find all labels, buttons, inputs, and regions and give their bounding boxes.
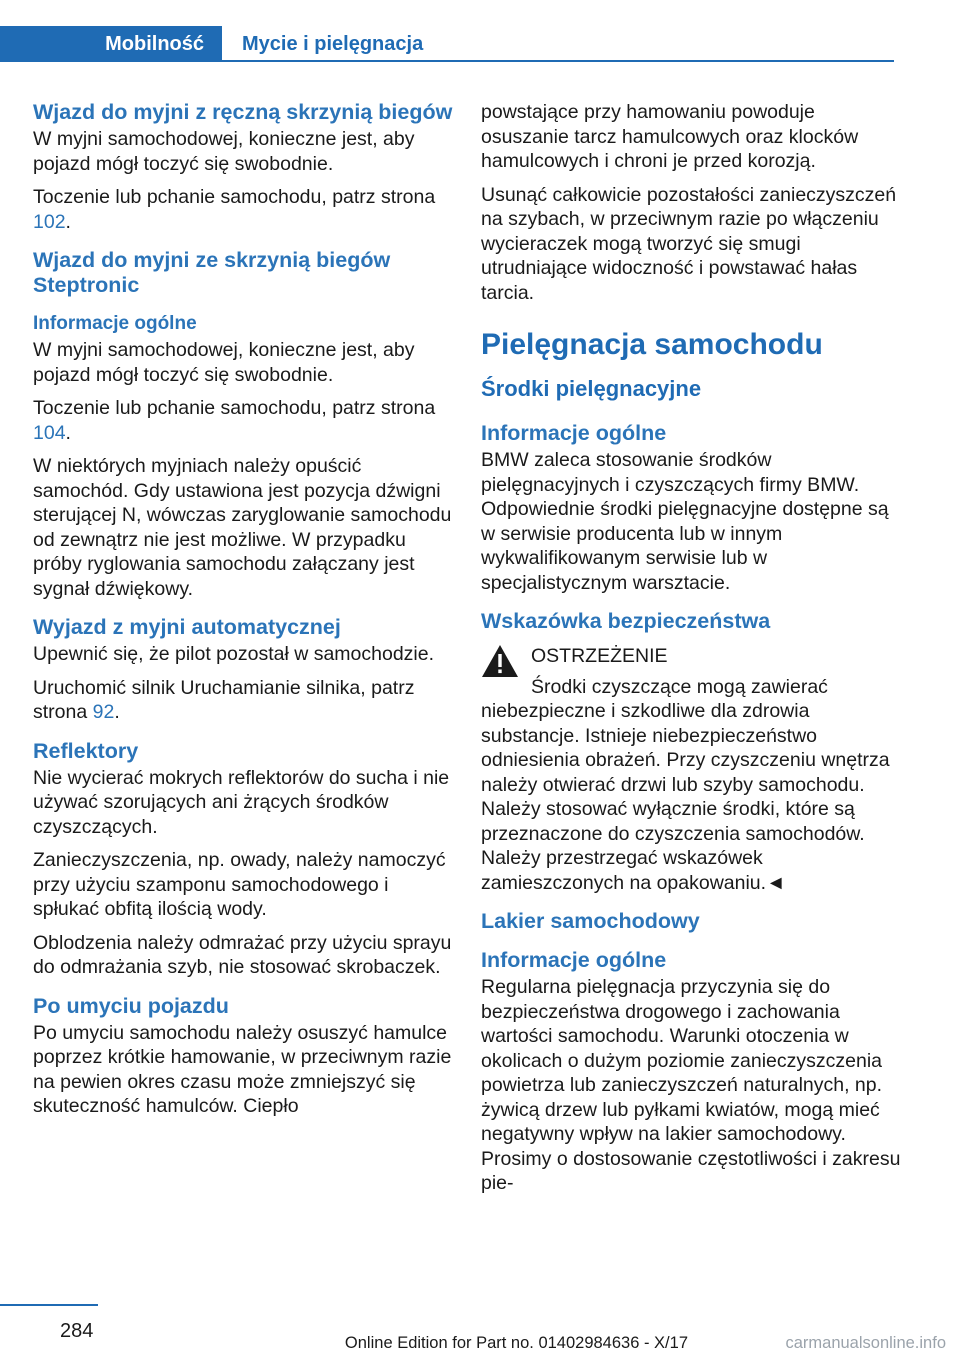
page-link-92[interactable]: 92 xyxy=(92,701,115,723)
paragraph: Zanieczyszczenia, np. owady, należy namoczyć przy użyciu szamponu samochodowego i spłukać obfitą ilością wody. xyxy=(33,849,446,920)
paragraph: Uruchomić silnik Uruchamianie silnika, patrz strona 92. xyxy=(33,676,415,723)
subheading-general-info: Informacje ogólne xyxy=(33,313,197,334)
paragraph: Toczenie lub pchanie samochodu, patrz strona 102. xyxy=(33,186,436,233)
heading-after-washing: Po umyciu pojazdu xyxy=(33,993,229,1018)
paragraph: Regularna pielęgnacja przyczynia się do bezpieczeństwa drogowego i zachowania wartości samochodu. Warunki otoczenia w okolicach o dużym poziomie zanieczyszczenia powietrza lub zanieczyszczeń naturalnych, np. żywicą drzew lub pyłkami kwiatów, mogą mieć negatywny wpływ na lakier samochodowy. Prosimy o dostosowanie częstotliwości i zakresu pie- xyxy=(481,976,901,1194)
paragraph: Toczenie lub pchanie samochodu, patrz strona 104. xyxy=(33,397,436,444)
paragraph: Nie wycierać mokrych reflektorów do sucha i nie używać szorujących ani żrących środków czyszczących. xyxy=(33,766,450,838)
tab-washing-and-care[interactable] xyxy=(242,26,423,62)
paragraph: BMW zaleca stosowanie środków pielęgnacyjnych i czyszczących firmy BMW. Odpowiednie środki pielęgnacyjne dostępne są w serwisie producenta lub w innym wykwalifikowanym serwisie lub w specjalistycznym warsztacie. xyxy=(481,449,889,594)
paragraph: W myjni samochodowej, konieczne jest, aby pojazd mógł toczyć się swobodnie. xyxy=(33,339,415,386)
edition-note: Online Edition for Part no. 01402984636 - X/17 xyxy=(344,1334,688,1352)
paragraph: Upewnić się, że pilot pozostał w samochodzie. xyxy=(33,643,435,665)
subheading-general-info: Informacje ogólne xyxy=(481,421,667,445)
heading-headlights: Reflektory xyxy=(33,738,139,763)
heading-paint: Lakier samochodowy xyxy=(481,909,700,933)
paragraph: W myjni samochodowej, konieczne jest, aby pojazd mógł toczyć się swobodnie. xyxy=(33,128,415,175)
warning-box xyxy=(481,644,901,895)
tab-mobility-label: Mobilność xyxy=(105,32,204,55)
page-header xyxy=(0,0,960,62)
heading-safety-note: Wskazówka bezpieczeństwa xyxy=(481,609,771,633)
warning-text: Środki czyszczące mogą zawierać niebezpieczne i szkodliwe dla zdrowia substancje. Istnieje niebezpieczeństwo odniesienia obrażeń. Przy czyszczeniu wnętrza należy otwierać drzwi lub szyby samochodu. Należy stosować wyłącznie środki, które są przeznaczone do czyszczenia samochodów. Należy przestrzegać wskazówek zamieszczonych na opakowaniu.◄ xyxy=(481,675,890,894)
paragraph: W niektórych myjniach należy opuścić samochód. Gdy ustawiona jest pozycja dźwigni sterującej N, wówczas zaryglowanie samochodu od zewnątrz nie jest możliwe. W przypadku próby ryglowania samochodu załączany jest sygnał dźwiękowy. xyxy=(33,455,452,600)
paragraph: powstające przy hamowaniu powoduje osuszanie tarcz hamulcowych oraz klocków hamulcowych i chroni je przed korozją. xyxy=(481,101,859,172)
tab-washing-label: Mycie i pielęgnacja xyxy=(242,32,424,55)
heading-vehicle-care: Pielęgnacja samochodu xyxy=(481,328,823,361)
subheading-general-info: Informacje ogólne xyxy=(481,948,667,972)
paragraph: Oblodzenia należy odmrażać przy użyciu sprayu do odmrażania szyb, nie stosować skrobaczek. xyxy=(33,931,452,978)
watermark: carmanualsonline.info xyxy=(785,1334,946,1352)
paragraph: Usunąć całkowicie pozostałości zanieczyszczeń na szybach, w przeciwnym razie po włączeniu wycieraczek mogą tworzyć się smugi utrudniające widoczność i powstawać hałas tarcia. xyxy=(481,183,897,304)
warning-caption: OSTRZEŻENIE xyxy=(531,645,668,667)
heading-exit-car-wash: Wyjazd z myjni automatycznej xyxy=(33,615,341,639)
page-number: 284 xyxy=(60,1320,94,1342)
paragraph: Po umyciu samochodu należy osuszyć hamulce poprzez krótkie hamowanie, w przeciwnym razie na pewien okres czasu może zmniejszyć się skuteczność hamulców. Ciepło xyxy=(33,1021,452,1117)
page-link-104[interactable]: 104 xyxy=(33,421,66,444)
warning-triangle-icon xyxy=(481,644,519,678)
heading-manual-gearbox: Wjazd do myjni z ręczną skrzynią biegów xyxy=(33,100,453,124)
header-rule xyxy=(222,60,894,62)
footer-rule xyxy=(0,1304,98,1306)
heading-steptronic: Wjazd do myjni ze skrzynią biegów Steptronic xyxy=(33,248,391,297)
left-column xyxy=(33,100,453,1128)
page-link-102[interactable]: 102 xyxy=(33,210,66,233)
right-column xyxy=(481,100,901,1205)
tab-mobility[interactable] xyxy=(0,26,222,62)
heading-care-products: Środki pielęgnacyjne xyxy=(481,376,702,401)
